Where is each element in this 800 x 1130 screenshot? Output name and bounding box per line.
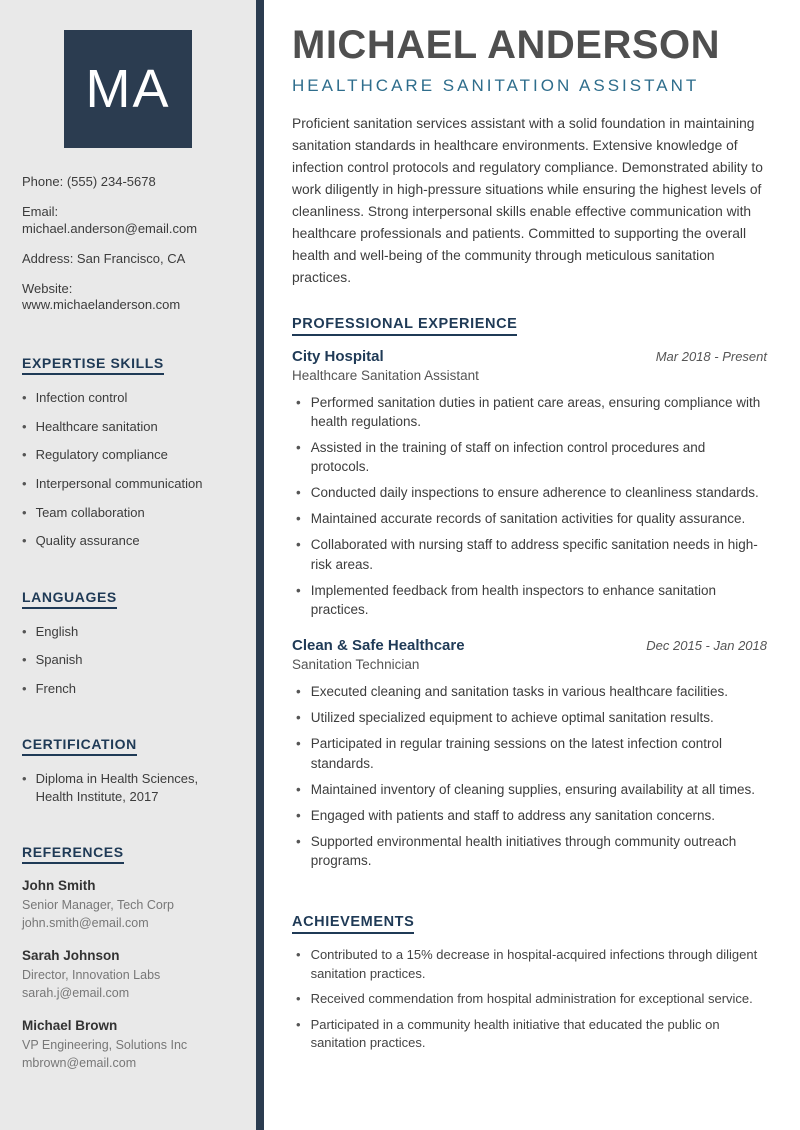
job-bullet bbox=[292, 483, 767, 502]
bullet-icon: • bbox=[296, 807, 301, 823]
bullet-icon: • bbox=[296, 537, 301, 553]
bullet-icon: • bbox=[22, 447, 27, 463]
language-label: French bbox=[35, 680, 77, 696]
bullet-icon: • bbox=[22, 652, 27, 668]
bullet-icon: • bbox=[296, 947, 301, 963]
job-entry bbox=[292, 637, 767, 870]
job-bullet-text: Maintained accurate records of sanitation activities for quality assurance. bbox=[310, 511, 746, 527]
reference-title: VP Engineering, Solutions Inc bbox=[22, 1038, 188, 1053]
job-bullet-text: Executed cleaning and sanitation tasks in various healthcare facilities. bbox=[310, 684, 728, 700]
bullet-icon: • bbox=[296, 710, 301, 726]
job-bullet-text: Maintained inventory of cleaning supplies, ensuring availability at all times. bbox=[310, 781, 755, 797]
company-name: City Hospital bbox=[292, 347, 384, 365]
reference-name: Michael Brown bbox=[22, 1018, 118, 1034]
page-title: MICHAEL ANDERSON bbox=[292, 23, 721, 67]
job-bullet bbox=[292, 438, 767, 476]
bullet-icon: • bbox=[296, 736, 301, 752]
job-dates: Mar 2018 - Present bbox=[655, 348, 767, 364]
languages-heading: LANGUAGES bbox=[22, 589, 117, 609]
job-bullet-text: Performed sanitation duties in patient care areas, ensuring compliance with health regulations. bbox=[310, 394, 761, 429]
achievement-item bbox=[292, 990, 767, 1008]
job-header bbox=[292, 348, 767, 365]
language-item bbox=[22, 623, 234, 641]
job-bullet bbox=[292, 708, 767, 727]
job-bullet bbox=[292, 581, 767, 619]
job-title: Healthcare Sanitation Assistant bbox=[292, 367, 479, 383]
bullet-icon: • bbox=[296, 394, 301, 410]
reference-item bbox=[22, 1018, 234, 1072]
skill-label: Healthcare sanitation bbox=[35, 418, 158, 434]
job-title: Sanitation Technician bbox=[292, 657, 420, 673]
bullet-icon: • bbox=[22, 623, 27, 639]
achievements-section bbox=[292, 888, 767, 1052]
profile-summary: Proficient sanitation services assistant with a solid foundation in maintaining sanitation standards in healthcare environments. Extensive knowledge of infection control protocols and regulatory compliance. Demonstrated ability to work diligently in high-pressure situations while ensuring the highest levels of cleanliness. Strong interpersonal skills enable effective communication with healthcare professionals and patients. Committed to supporting the overall health and well-being of the community through meticulous sanitation practices. bbox=[292, 116, 763, 286]
reference-name: Sarah Johnson bbox=[22, 948, 120, 964]
contact-website: Website: www.michaelanderson.com bbox=[22, 280, 181, 313]
contact-phone: Phone: (555) 234-5678 bbox=[22, 174, 156, 189]
bullet-icon: • bbox=[296, 684, 301, 700]
language-label: English bbox=[35, 623, 79, 639]
job-bullet-list bbox=[292, 393, 767, 620]
sidebar bbox=[0, 0, 256, 1130]
skill-item bbox=[22, 504, 234, 522]
skill-item bbox=[22, 532, 234, 550]
language-item bbox=[22, 680, 234, 698]
achievement-text: Contributed to a 15% decrease in hospital-acquired infections through diligent sanitation practices. bbox=[310, 947, 758, 981]
skill-label: Quality assurance bbox=[35, 533, 140, 549]
job-bullet-text: Assisted in the training of staff on infection control procedures and protocols. bbox=[310, 439, 706, 474]
contact-address: Address: San Francisco, CA bbox=[22, 250, 186, 266]
skill-item bbox=[22, 389, 234, 407]
experience-heading: PROFESSIONAL EXPERIENCE bbox=[292, 316, 517, 336]
company-name: Clean & Safe Healthcare bbox=[292, 637, 465, 655]
reference-name: John Smith bbox=[22, 878, 96, 894]
job-role-subtitle: HEALTHCARE SANITATION ASSISTANT bbox=[292, 76, 700, 95]
bullet-icon: • bbox=[22, 475, 27, 491]
certification-section bbox=[22, 708, 234, 805]
bullet-icon: • bbox=[22, 680, 27, 696]
reference-email: mbrown@email.com bbox=[22, 1055, 137, 1070]
skill-item bbox=[22, 446, 234, 464]
job-bullet-text: Implemented feedback from health inspectors to enhance sanitation practices. bbox=[310, 582, 716, 617]
languages-list bbox=[22, 623, 234, 698]
certification-heading: CERTIFICATION bbox=[22, 736, 137, 756]
language-label: Spanish bbox=[35, 652, 83, 668]
job-bullet bbox=[292, 682, 767, 701]
experience-section bbox=[292, 290, 767, 871]
achievement-text: Received commendation from hospital administration for exceptional service. bbox=[310, 991, 753, 1007]
certification-list bbox=[22, 770, 234, 805]
bullet-icon: • bbox=[296, 582, 301, 598]
job-bullet bbox=[292, 832, 767, 870]
bullet-icon: • bbox=[22, 771, 27, 787]
certification-label: Diploma in Health Sciences, Health Institute, 2017 bbox=[35, 771, 199, 804]
reference-item bbox=[22, 878, 234, 932]
main-content bbox=[264, 0, 800, 1130]
skills-heading: EXPERTISE SKILLS bbox=[22, 355, 164, 375]
job-bullet-text: Participated in regular training sessions on the latest infection control standards. bbox=[310, 736, 722, 771]
bullet-icon: • bbox=[296, 511, 301, 527]
job-bullet-text: Collaborated with nursing staff to address specific sanitation needs in high-risk areas. bbox=[310, 537, 758, 572]
language-item bbox=[22, 651, 234, 669]
skill-item bbox=[22, 418, 234, 436]
bullet-icon: • bbox=[22, 418, 27, 434]
job-bullet bbox=[292, 509, 767, 528]
bullet-icon: • bbox=[22, 533, 27, 549]
references-heading: REFERENCES bbox=[22, 844, 124, 864]
skill-label: Regulatory compliance bbox=[35, 447, 168, 463]
bullet-icon: • bbox=[296, 781, 301, 797]
bullet-icon: • bbox=[296, 1016, 301, 1032]
skill-label: Infection control bbox=[35, 390, 128, 406]
job-bullet bbox=[292, 393, 767, 431]
job-bullet bbox=[292, 806, 767, 825]
job-header bbox=[292, 637, 767, 654]
job-bullet bbox=[292, 780, 767, 799]
achievements-heading: ACHIEVEMENTS bbox=[292, 914, 414, 934]
bullet-icon: • bbox=[296, 439, 301, 455]
contact-email: Email: michael.anderson@email.com bbox=[22, 203, 198, 236]
skill-item bbox=[22, 475, 234, 493]
job-bullet-text: Engaged with patients and staff to address any sanitation concerns. bbox=[310, 807, 715, 823]
job-dates: Dec 2015 - Jan 2018 bbox=[646, 638, 767, 654]
references-section bbox=[22, 816, 234, 1072]
bullet-icon: • bbox=[296, 991, 301, 1007]
achievement-text: Participated in a community health initiative that educated the public on sanitation practices. bbox=[310, 1016, 720, 1051]
skills-list bbox=[22, 389, 234, 549]
reference-email: john.smith@email.com bbox=[22, 915, 149, 930]
job-entry bbox=[292, 348, 767, 620]
bullet-icon: • bbox=[296, 834, 301, 849]
skill-label: Team collaboration bbox=[35, 504, 145, 520]
achievement-item bbox=[292, 1016, 767, 1053]
job-bullet-list bbox=[292, 682, 767, 870]
bullet-icon: • bbox=[22, 504, 27, 520]
job-bullet bbox=[292, 535, 767, 573]
job-bullet-text: Supported environmental health initiatives through community outreach programs. bbox=[310, 834, 737, 869]
certification-item bbox=[22, 770, 234, 805]
languages-section bbox=[22, 561, 234, 698]
monogram-avatar: MA bbox=[64, 30, 192, 148]
skills-section bbox=[22, 327, 234, 549]
achievement-item bbox=[292, 946, 767, 983]
reference-email: sarah.j@email.com bbox=[22, 985, 130, 1000]
vertical-divider bbox=[256, 0, 264, 1130]
contact-section bbox=[22, 174, 234, 314]
reference-item bbox=[22, 948, 234, 1002]
skill-label: Interpersonal communication bbox=[35, 475, 203, 491]
job-bullet-text: Conducted daily inspections to ensure adherence to cleanliness standards. bbox=[310, 485, 759, 501]
job-bullet bbox=[292, 734, 767, 772]
bullet-icon: • bbox=[22, 390, 27, 406]
achievements-list bbox=[292, 946, 767, 1052]
reference-title: Senior Manager, Tech Corp bbox=[22, 898, 174, 913]
bullet-icon: • bbox=[296, 485, 301, 501]
job-bullet-text: Utilized specialized equipment to achieve optimal sanitation results. bbox=[310, 710, 714, 726]
reference-title: Director, Innovation Labs bbox=[22, 968, 161, 983]
